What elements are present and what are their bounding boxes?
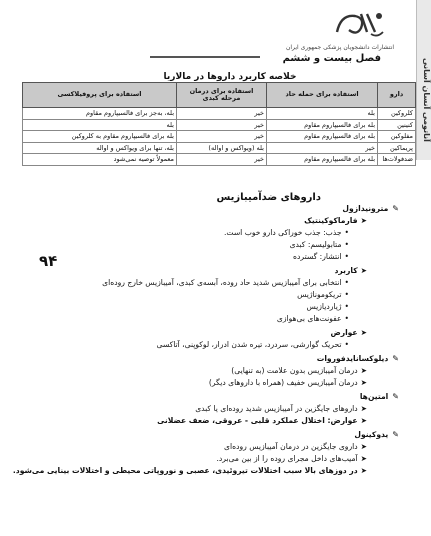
table-cell: بله برای فالسیپاروم مقاوم xyxy=(267,131,378,143)
header-hepatic: استفاده برای درمان مرحله کبدی xyxy=(177,83,267,108)
outline-line: ✎دیلوکسانایدفوروات xyxy=(316,354,399,363)
table-cell: بله (ویواکس و اواله) xyxy=(177,142,267,154)
arrow-bullet-icon: ➤ xyxy=(360,466,367,475)
dot-bullet-icon: • xyxy=(344,302,349,311)
table-cell: خیر xyxy=(177,119,267,131)
side-label: آناتومی آنسان آسانی xyxy=(422,58,431,142)
table-title: خلاصه کاربرد داروها در مالاریا xyxy=(163,72,297,82)
table-cell: بله برای فالسیپاروم مقاوم xyxy=(267,119,378,131)
outline-line: ➤عوارض: اختلال عملکرد قلبی - عروقی، ضعف عضلانی xyxy=(157,416,367,425)
outline-line: ➤داروی جایگزین در درمان آمیبازیس روده‌ای xyxy=(224,442,367,451)
check-mark-icon: ✎ xyxy=(392,354,399,363)
table-row xyxy=(23,154,416,166)
dot-bullet-icon: • xyxy=(344,314,349,323)
table-row xyxy=(23,108,416,120)
outline-line: •متابولیسم: کبدی xyxy=(289,240,349,249)
outline-line: •انتخابی برای آمیبازیس شدید حاد روده، آبسه‌ی کبدی، آمیبازیس خارج روده‌ای xyxy=(102,278,349,287)
arrow-bullet-icon: ➤ xyxy=(360,454,367,463)
check-mark-icon: ✎ xyxy=(392,430,399,439)
table-header-row xyxy=(23,83,416,108)
chapter-title: فصل بیست و ششم xyxy=(282,53,381,64)
check-mark-icon: ✎ xyxy=(392,392,399,401)
table-cell: کنینین xyxy=(378,119,416,131)
header-drug: دارو xyxy=(378,83,416,108)
dot-bullet-icon: • xyxy=(344,228,349,237)
malaria-drug-table xyxy=(22,82,416,166)
arrow-bullet-icon: ➤ xyxy=(360,216,367,225)
outline-line: ➤کاربرد xyxy=(334,266,367,275)
page-number: ۹۴ xyxy=(39,252,58,270)
outline-line: ➤درمان آمیبازیس خفیف (همراه با داروهای دیگر) xyxy=(208,378,367,387)
table-cell: بله xyxy=(23,119,177,131)
outline-line: •جذب: جذب خوراکی دارو خوب است. xyxy=(223,228,349,237)
table-cell: پریماکین xyxy=(378,142,416,154)
outline-line: •تحریک گوارشی، سردرد، تیره شدن ادرار، لوکوپنی، آتاکسی xyxy=(156,340,349,349)
outline-line: •انتشار: گسترده xyxy=(293,252,349,261)
table-cell: بله، تنها برای ویواکس و اواله xyxy=(23,142,177,154)
table-cell: خیر xyxy=(177,131,267,143)
table-cell: بله برای فالسیپاروم مقاوم به کلروکین xyxy=(23,131,177,143)
dot-bullet-icon: • xyxy=(344,240,349,249)
dot-bullet-icon: • xyxy=(344,278,349,287)
outline-line: ➤درمان آمیبازیس بدون علامت (به تنهایی) xyxy=(231,366,367,375)
table-cell: خیر xyxy=(267,142,378,154)
table-cell: کلروکین xyxy=(378,108,416,120)
arrow-bullet-icon: ➤ xyxy=(360,442,367,451)
outline-line: ➤در دوزهای بالا سبب اختلالات تیروئیدی، عصبی و نوروپاتی محیطی و اختلالات بینایی می‌شود. xyxy=(12,466,367,475)
arrow-bullet-icon: ➤ xyxy=(360,328,367,337)
publisher-logo-icon xyxy=(331,6,387,40)
arrow-bullet-icon: ➤ xyxy=(360,366,367,375)
outline-line: ✎امتین‌ها xyxy=(359,392,399,401)
table-cell: بله، به‌جز برای فالسیپاروم مقاوم xyxy=(23,108,177,120)
table-row xyxy=(23,142,416,154)
arrow-bullet-icon: ➤ xyxy=(360,378,367,387)
chapter-rule xyxy=(150,56,260,58)
table-row xyxy=(23,131,416,143)
table-cell: ضدفولات‌ها xyxy=(378,154,416,166)
table-cell: معمولاً توصیه نمی‌شود xyxy=(23,154,177,166)
outline-line: ➤آمیب‌های داخل مجرای روده را از بین می‌برد. xyxy=(216,454,367,463)
outline-line: •ژیاردیازیس xyxy=(306,302,349,311)
header-prophylaxis: استفاده برای پروفیلاکسی xyxy=(23,83,177,108)
header-acute: استفاده برای حمله حاد xyxy=(267,83,378,108)
outline-line: ✎مترونیدازول xyxy=(342,204,399,213)
table-cell: بله xyxy=(267,108,378,120)
section-heading: داروهای ضدآمیبازیس xyxy=(216,192,321,203)
dot-bullet-icon: • xyxy=(344,252,349,261)
outline-line: ✎یدوکینول xyxy=(354,430,399,439)
outline-line: ➤عوارض xyxy=(330,328,367,337)
table-row xyxy=(23,119,416,131)
arrow-bullet-icon: ➤ xyxy=(360,266,367,275)
outline-line: •تریکوموناژیس xyxy=(297,290,349,299)
logo-caption: انتشارات دانشجویان پزشکی جمهوری ایران xyxy=(285,44,395,51)
dot-bullet-icon: • xyxy=(344,290,349,299)
arrow-bullet-icon: ➤ xyxy=(360,416,367,425)
check-mark-icon: ✎ xyxy=(392,204,399,213)
outline-line: ➤داروهای جایگزین در آمیبازیس شدید روده‌ای یا کبدی xyxy=(195,404,367,413)
outline-line: •عفونت‌های بی‌هوازی xyxy=(276,314,349,323)
dot-bullet-icon: • xyxy=(344,340,349,349)
table-cell: خیر xyxy=(177,154,267,166)
table-cell: بله برای فالسیپاروم مقاوم xyxy=(267,154,378,166)
table-cell: خیر xyxy=(177,108,267,120)
outline-line: ➤فارماکوکینتیک xyxy=(304,216,367,225)
table-cell: مفلوکین xyxy=(378,131,416,143)
arrow-bullet-icon: ➤ xyxy=(360,404,367,413)
